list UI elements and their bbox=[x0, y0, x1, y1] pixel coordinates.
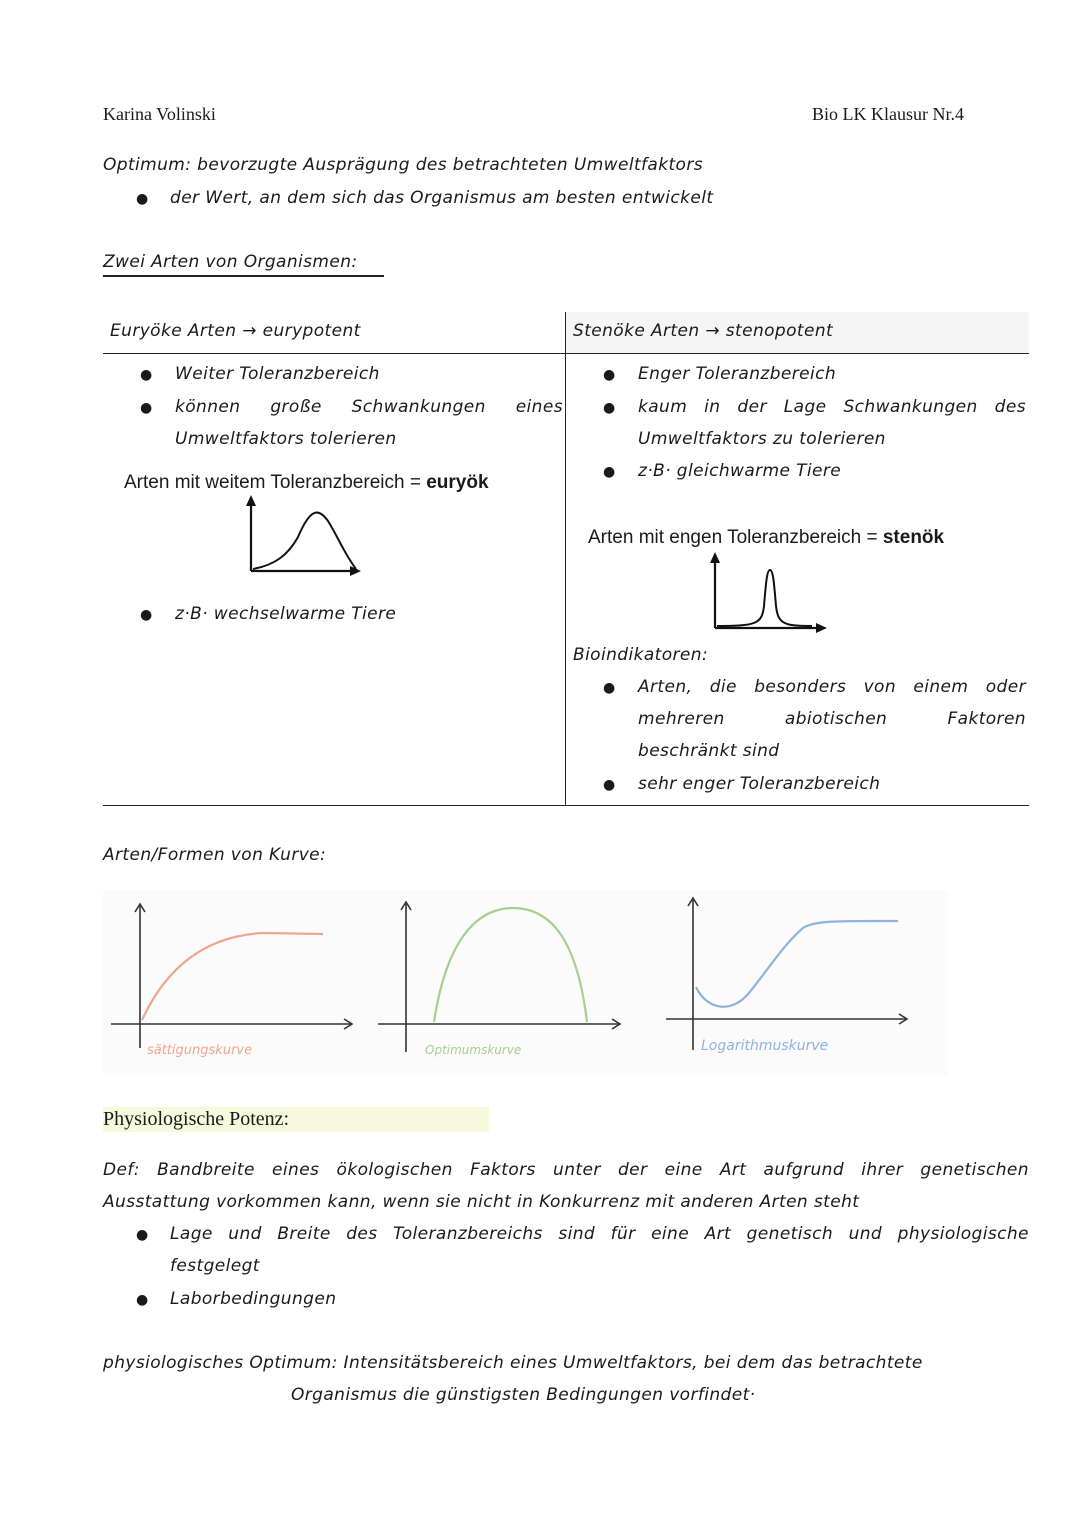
word: einem bbox=[913, 677, 969, 697]
word: kaum bbox=[638, 397, 688, 417]
word: der bbox=[617, 1160, 648, 1180]
word: von bbox=[863, 677, 897, 697]
phys-optimum-line-2: Organismus die günstigsten Bedingungen vorfindet· bbox=[291, 1385, 756, 1405]
word: große bbox=[270, 397, 322, 417]
bullet-dot: ● bbox=[603, 400, 616, 416]
word: aufgrund bbox=[763, 1160, 845, 1180]
table-bottom-rule bbox=[103, 805, 1029, 806]
word: unter bbox=[553, 1160, 601, 1180]
saturation-curve-label: sättigungskurve bbox=[147, 1043, 253, 1058]
word: Breite bbox=[277, 1224, 331, 1244]
logarithm-curve-label: Logarithmuskurve bbox=[701, 1038, 829, 1054]
right-bullet-2-line-2: Umweltfaktors zu tolerieren bbox=[638, 429, 886, 449]
word: Schwankungen bbox=[843, 397, 978, 417]
right-summary bbox=[588, 527, 944, 549]
word: genetischen bbox=[920, 1160, 1029, 1180]
word: ihrer bbox=[861, 1160, 904, 1180]
bullet-dot: ● bbox=[603, 680, 616, 696]
word: eine bbox=[664, 1160, 703, 1180]
word: Art bbox=[719, 1160, 747, 1180]
word: und bbox=[848, 1224, 883, 1244]
table-header-rule bbox=[103, 353, 1029, 354]
bullet-dot: ● bbox=[140, 400, 153, 416]
left-example: z·B· wechselwarme Tiere bbox=[175, 604, 397, 624]
bullet-dot: ● bbox=[603, 777, 616, 793]
phys-optimum-line-1: physiologisches Optimum: Intensitätsbereich eines Umweltfaktors, bei dem das betrachtete bbox=[103, 1353, 923, 1373]
bullet-dot: ● bbox=[136, 191, 149, 207]
optimum-curve-label: Optimumskurve bbox=[425, 1043, 522, 1057]
word: können bbox=[175, 397, 241, 417]
bio-bullet-1-line-2 bbox=[638, 709, 1026, 729]
steno-tolerance-curve bbox=[704, 552, 834, 634]
section-underline bbox=[103, 275, 384, 277]
word: eines bbox=[272, 1160, 320, 1180]
right-bullet-3: z·B· gleichwarme Tiere bbox=[638, 461, 842, 481]
word: Schwankungen bbox=[351, 397, 486, 417]
bullet-dot: ● bbox=[603, 367, 616, 383]
word: des bbox=[346, 1224, 378, 1244]
word: oder bbox=[985, 677, 1026, 697]
bioindikatoren-title: Bioindikatoren: bbox=[573, 645, 709, 665]
word: der bbox=[737, 397, 767, 417]
word: physiologische bbox=[897, 1224, 1029, 1244]
left-header: Euryöke Arten → eurypotent bbox=[110, 321, 361, 341]
eury-tolerance-curve bbox=[240, 495, 370, 580]
optimum-bullet: der Wert, an dem sich das Organismus am besten entwickelt bbox=[170, 188, 714, 208]
word: Lage bbox=[170, 1224, 213, 1244]
word: Art bbox=[704, 1224, 732, 1244]
left-bullet-2-line-1 bbox=[175, 397, 563, 417]
word: Bandbreite bbox=[157, 1160, 255, 1180]
bio-bullet-2: sehr enger Toleranzbereich bbox=[638, 774, 881, 794]
potenz-def-line-1 bbox=[103, 1160, 1029, 1180]
word: die bbox=[709, 677, 737, 697]
word: Faktors bbox=[470, 1160, 536, 1180]
potenz-bullet-1-line-2: festgelegt bbox=[170, 1256, 260, 1276]
table-divider bbox=[565, 312, 566, 806]
right-header: Stenöke Arten → stenopotent bbox=[573, 321, 834, 341]
right-bullet-1: Enger Toleranzbereich bbox=[638, 364, 837, 384]
course-title: Bio LK Klausur Nr.4 bbox=[812, 104, 964, 124]
bullet-dot: ● bbox=[603, 464, 616, 480]
word: eines bbox=[515, 397, 563, 417]
summary-term: stenök bbox=[882, 527, 945, 548]
word: Toleranzbereichs bbox=[393, 1224, 543, 1244]
word: Arten, bbox=[638, 677, 693, 697]
author-name: Karina Volinski bbox=[103, 104, 216, 124]
potenz-bullet-1-line-1 bbox=[170, 1224, 1029, 1244]
word: und bbox=[228, 1224, 262, 1244]
left-bullet-1: Weiter Toleranzbereich bbox=[175, 364, 380, 384]
word: des bbox=[994, 397, 1026, 417]
bullet-dot: ● bbox=[136, 1227, 149, 1243]
bullet-dot: ● bbox=[140, 367, 153, 383]
word: Faktoren bbox=[947, 709, 1026, 729]
word: mehreren bbox=[638, 709, 725, 729]
left-bullet-2-line-2: Umweltfaktors tolerieren bbox=[175, 429, 397, 449]
potenz-heading: Physiologische Potenz: bbox=[103, 1108, 290, 1130]
word: besonders bbox=[754, 677, 847, 697]
word: Lage bbox=[783, 397, 827, 417]
summary-text: Arten mit engen Toleranzbereich = bbox=[588, 527, 883, 548]
bullet-dot: ● bbox=[140, 607, 153, 623]
word: sind bbox=[558, 1224, 596, 1244]
word: in bbox=[704, 397, 721, 417]
word: für bbox=[610, 1224, 636, 1244]
section-two-types: Zwei Arten von Organismen: bbox=[103, 252, 358, 272]
left-summary bbox=[124, 472, 489, 494]
bullet-dot: ● bbox=[136, 1292, 149, 1308]
summary-term: euryök bbox=[426, 472, 489, 493]
word: eine bbox=[651, 1224, 690, 1244]
bio-bullet-1-line-1 bbox=[638, 677, 1026, 697]
curves-title: Arten/Formen von Kurve: bbox=[103, 845, 327, 865]
word: abiotischen bbox=[784, 709, 888, 729]
optimum-definition: Optimum: bevorzugte Ausprägung des betrachteten Umweltfaktors bbox=[103, 155, 703, 175]
potenz-def-line-2: Ausstattung vorkommen kann, wenn sie nicht in Konkurrenz mit anderen Arten steht bbox=[103, 1192, 860, 1212]
bio-bullet-1-line-3: beschränkt sind bbox=[638, 741, 780, 761]
summary-text: Arten mit weitem Toleranzbereich = bbox=[124, 472, 427, 493]
word: ökologischen bbox=[336, 1160, 453, 1180]
right-bullet-2-line-1 bbox=[638, 397, 1026, 417]
potenz-bullet-2: Laborbedingungen bbox=[170, 1289, 337, 1309]
curve-types-figure bbox=[103, 890, 948, 1075]
word: Def: bbox=[103, 1160, 140, 1180]
word: genetisch bbox=[746, 1224, 834, 1244]
